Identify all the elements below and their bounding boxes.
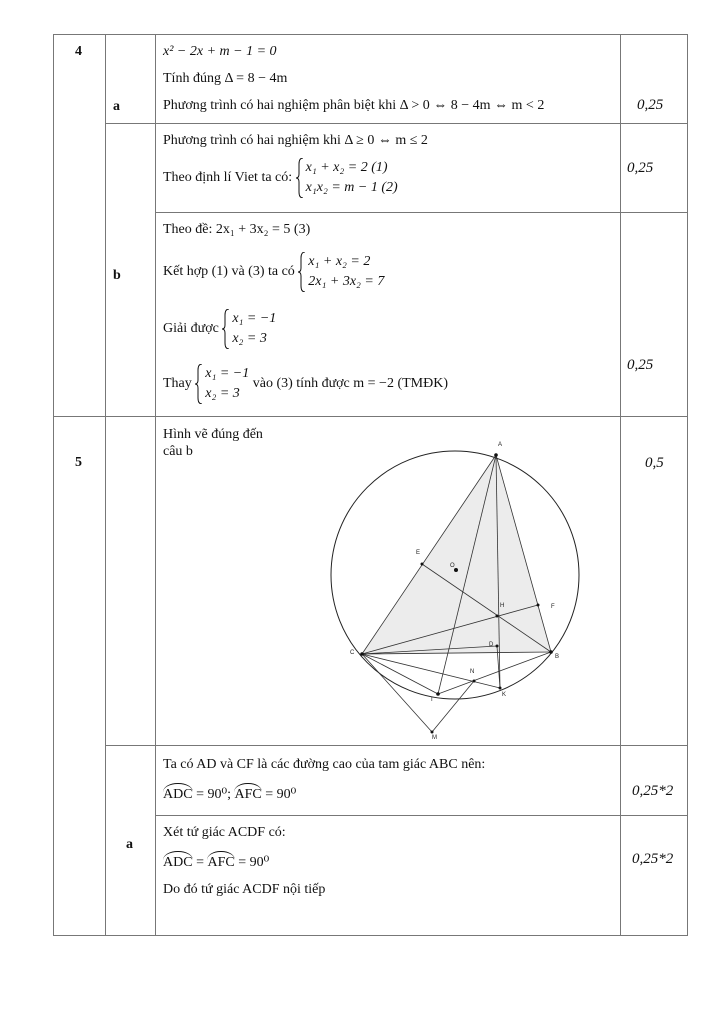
q4b-combine-block (163, 252, 384, 292)
q5a-eq2: = 90⁰ (265, 787, 297, 802)
q4a-equation: x² − 2x + m − 1 = 0 (163, 44, 277, 59)
angle-adc-2: ADC (163, 851, 193, 871)
brace-icon (222, 309, 230, 349)
q5-part-a-label: a (126, 837, 133, 852)
q4b-viet-prefix: Theo định lí Viet ta có: (163, 170, 293, 185)
q4b-solve-row2: x₂ = 3 (232, 331, 267, 346)
angle-adc: ADC (163, 783, 193, 803)
q4b-solve-block (163, 309, 276, 349)
point-label-n: N (470, 669, 475, 675)
q5a2-score: 0,25*2 (632, 851, 674, 867)
q4b-combine-system (298, 252, 384, 292)
point-label-k: K (502, 692, 507, 698)
q4b-thay-block (163, 364, 448, 404)
q4a-delta-line: Tính đúng Δ = 8 − 4m (163, 71, 288, 86)
q5a-angles-equal-line (163, 851, 269, 871)
triangle-abc-fill (362, 455, 551, 654)
point-label-e: E (416, 550, 421, 556)
q4b-combine-row1: x₁ + x₂ = 2 (308, 254, 371, 269)
q4b-combine-prefix: Kết hợp (1) và (3) ta có (163, 264, 295, 279)
q4b-theo-de: Theo đề: 2x₁ + 3x₂ = 5 (3) (163, 222, 311, 237)
q5-figure-caption-2: câu b (163, 444, 193, 459)
q4b-thay-suffix: vào (3) tính được m = −2 (TMĐK) (252, 376, 448, 391)
point-label-b: B (555, 654, 560, 660)
point-label-o: O (450, 563, 455, 569)
point-label-d: D (489, 642, 494, 648)
q5a-conclusion-line: Do đó tứ giác ACDF nội tiếp (163, 882, 326, 897)
q4b-solve-prefix: Giải được (163, 321, 219, 336)
point-label-c: C (350, 650, 355, 656)
brace-icon (296, 158, 304, 198)
angle-afc: AFC (234, 783, 261, 803)
point-label-a: A (498, 442, 503, 448)
q4b-viet-system (296, 158, 398, 198)
point-label-m: M (432, 735, 437, 741)
q4b-solve-system (222, 309, 276, 349)
q5a-eq-90: = 90⁰ (238, 855, 270, 870)
q4b-combine-row2: 2x₁ + 3x₂ = 7 (308, 274, 385, 289)
q4b-thay-system (195, 364, 249, 404)
q5a1-score: 0,25*2 (632, 783, 674, 799)
q5a-altitudes-line: Ta có AD và CF là các đường cao của tam giác ABC nên: (163, 757, 486, 772)
q5a-eq-mid: = (196, 855, 204, 870)
q4b-condition-line: Phương trình có hai nghiệm khi Δ ≥ 0 ⇔ m ≤ 2 (163, 133, 428, 148)
q5a-angles-line (163, 783, 296, 803)
q4b-viet-row2: x₁x₂ = m − 1 (2) (305, 180, 398, 195)
q4b-thay-prefix: Thay (163, 376, 192, 391)
point-label-i: I (431, 697, 433, 703)
q5-figure-score: 0,5 (645, 455, 664, 471)
q4-part-b-label: b (113, 268, 121, 283)
q4b2-score: 0,25 (627, 357, 654, 373)
q5a-eq1: = 90⁰; (196, 787, 231, 802)
q4b-viet-row1: x₁ + x₂ = 2 (1) (305, 160, 388, 175)
q4-part-a-label: a (113, 99, 120, 114)
q4b-thay-row2: x₂ = 3 (205, 386, 240, 401)
q4b-thay-row1: x₁ = −1 (205, 366, 250, 381)
brace-icon (195, 364, 203, 404)
q4b-viet-block (163, 158, 398, 198)
q4b1-score: 0,25 (627, 160, 654, 176)
geometry-figure (320, 430, 590, 745)
point-label-f: F (551, 604, 555, 610)
question-4-number: 4 (75, 44, 82, 59)
brace-icon (298, 252, 306, 292)
question-5-number: 5 (75, 455, 82, 470)
q4a-condition-line: Phương trình có hai nghiệm phân biệt khi Δ > 0 ⇔ 8 − 4m ⇔ m < 2 (163, 98, 545, 113)
q5-figure-caption-1: Hình vẽ đúng đến (163, 427, 263, 442)
q4b-solve-row1: x₁ = −1 (232, 311, 277, 326)
q5a-consider-line: Xét tứ giác ACDF có: (163, 825, 286, 840)
point-label-h: H (500, 603, 505, 609)
angle-afc-2: AFC (207, 851, 234, 871)
q4a-score: 0,25 (637, 97, 664, 113)
